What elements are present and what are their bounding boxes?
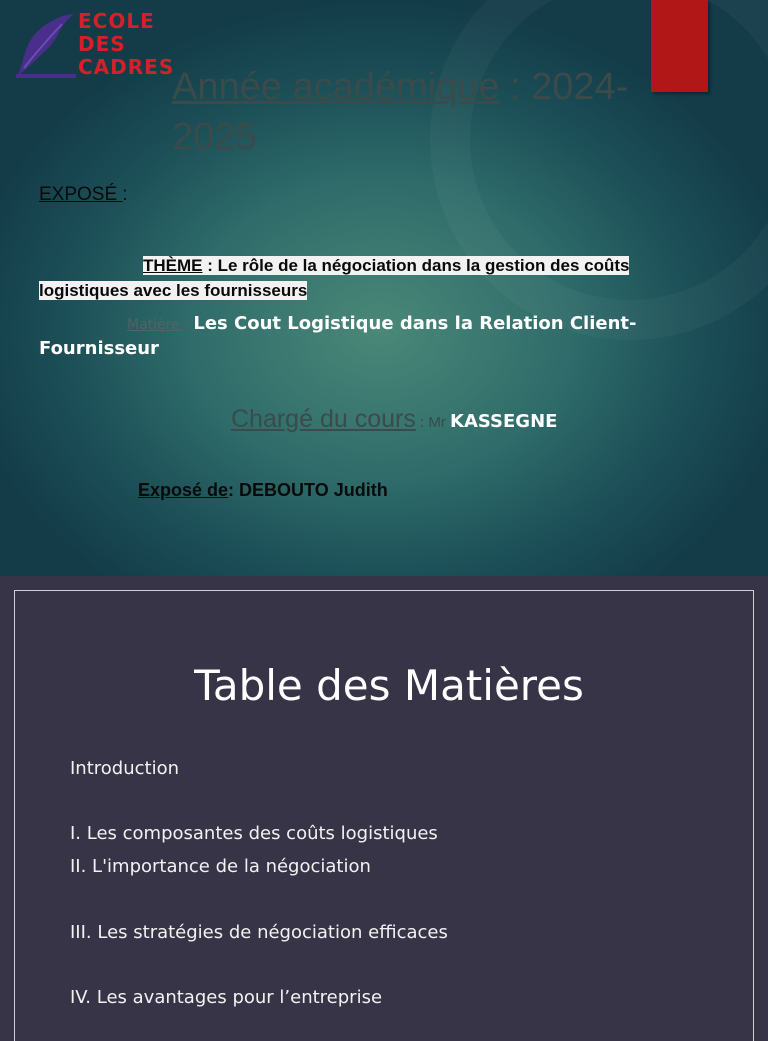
expose-de-text: : DEBOUTO Judith bbox=[228, 480, 388, 500]
academic-year-value: : 2024-2025 bbox=[172, 66, 629, 158]
toc-title: Table des Matières bbox=[194, 661, 584, 710]
red-accent-bar bbox=[651, 0, 708, 92]
ecole-des-cadres-logo bbox=[16, 10, 176, 80]
theme-text: : Le rôle de la négociation dans la gestion des coûts logistiques avec les fournisseurs bbox=[39, 256, 630, 300]
logo-text bbox=[78, 10, 174, 79]
expose-heading bbox=[39, 184, 128, 206]
expose-de-label: Exposé de bbox=[138, 480, 229, 500]
matiere-label: Matière bbox=[127, 317, 185, 333]
theme-block bbox=[39, 253, 699, 303]
theme-label: THÈME bbox=[143, 256, 203, 275]
charge-label: Chargé du cours bbox=[231, 405, 416, 433]
toc-item: Introduction bbox=[70, 758, 180, 779]
toc-item: III. Les stratégies de négociation efficaces bbox=[70, 922, 448, 943]
logo-line: DES bbox=[78, 32, 126, 56]
academic-year bbox=[172, 62, 652, 162]
matiere-colon: : bbox=[184, 317, 194, 333]
matiere-text: Les Cout Logistique dans la Relation Client-Fournisseur bbox=[39, 313, 637, 359]
charge-name: KASSEGNE bbox=[450, 411, 558, 432]
toc-item: II. L'importance de la négociation bbox=[70, 856, 371, 877]
charge-du-cours bbox=[231, 405, 557, 434]
toc-item: I. Les composantes des coûts logistiques bbox=[70, 823, 438, 844]
charge-mr: : Mr bbox=[415, 414, 450, 431]
expose-label: EXPOSÉ bbox=[39, 184, 123, 205]
logo-line: CADRES bbox=[78, 55, 175, 79]
expose-colon: : bbox=[122, 184, 128, 205]
expose-de bbox=[138, 480, 388, 501]
quill-icon bbox=[16, 10, 76, 78]
academic-year-label: Année académique bbox=[172, 66, 500, 108]
logo-line: ECOLE bbox=[78, 9, 155, 33]
matiere-block bbox=[39, 312, 719, 360]
toc-slide bbox=[14, 590, 754, 1041]
toc-item: IV. Les avantages pour l’entreprise bbox=[70, 987, 383, 1008]
